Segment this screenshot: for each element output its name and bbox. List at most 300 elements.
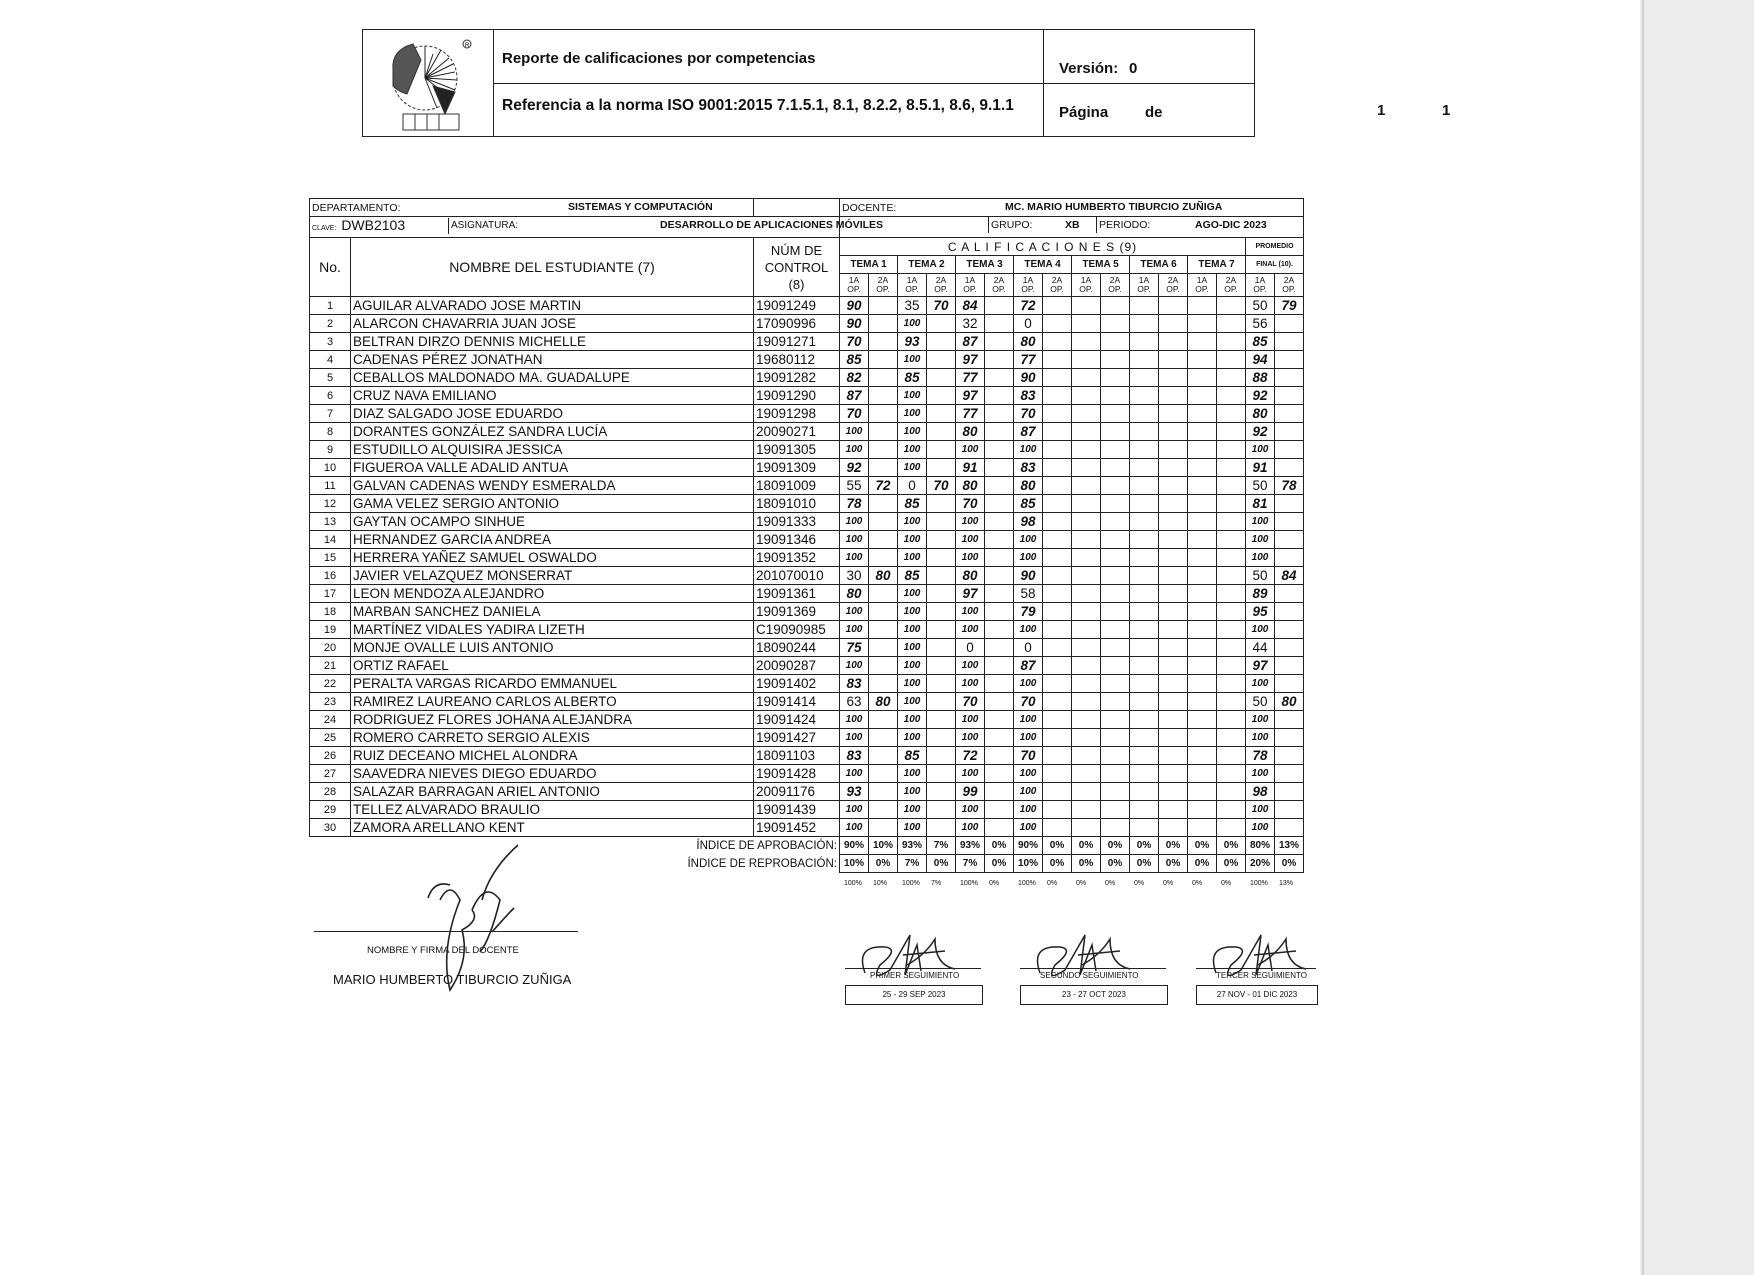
grade-cell (1101, 441, 1130, 459)
grade-cell (1130, 387, 1159, 405)
subject-value: DESARROLLO DE APLICACIONES MÓVILES (660, 219, 884, 231)
grade-cell (1217, 675, 1246, 693)
op-header (1217, 274, 1246, 297)
grade-cell (1159, 405, 1188, 423)
grade-cell (1072, 495, 1101, 513)
grade-cell: 100 (956, 603, 985, 621)
grade-cell (869, 549, 898, 567)
grade-cell: 92 (840, 459, 869, 477)
grade-cell (1072, 315, 1101, 333)
grade-cell: 70 (840, 405, 869, 423)
student-row (310, 801, 1304, 819)
col-control-header-1: NÚM DE (770, 242, 823, 258)
grade-cell (985, 819, 1014, 837)
followup-label: PRIMER SEGUIMIENTO (870, 971, 960, 980)
grade-cell (1101, 783, 1130, 801)
op-number: 2A (1051, 275, 1063, 285)
grade-cell: 100 (1014, 819, 1043, 837)
grade-cell (869, 531, 898, 549)
approval-index-value: 0% (1072, 837, 1101, 855)
student-name: ALARCON CHAVARRIA JUAN JOSE (351, 315, 754, 333)
op-label: OP. (905, 284, 919, 294)
grade-cell (1043, 729, 1072, 747)
grade-cell (1130, 675, 1159, 693)
student-name: HERNANDEZ GARCIA ANDREA (351, 531, 754, 549)
department-value: SISTEMAS Y COMPUTACIÓN (568, 201, 713, 213)
grade-cell (1159, 549, 1188, 567)
grade-cell (869, 585, 898, 603)
control-number: 19091414 (754, 693, 840, 711)
grade-cell: 100 (898, 351, 927, 369)
grade-cell: 70 (956, 495, 985, 513)
grade-cell: 30 (840, 567, 869, 585)
grade-cell: 88 (1246, 369, 1275, 387)
student-row (310, 693, 1304, 711)
grade-cell (927, 801, 956, 819)
student-row (310, 765, 1304, 783)
op-header (1043, 274, 1072, 297)
grade-cell: 44 (1246, 639, 1275, 657)
grade-cell: 93 (840, 783, 869, 801)
grade-cell (1043, 549, 1072, 567)
followup-signature (1206, 925, 1326, 995)
student-name: ORTIZ RAFAEL (351, 657, 754, 675)
op-number: 1A (906, 275, 918, 285)
student-name: MARBAN SANCHEZ DANIELA (351, 603, 754, 621)
row-number: 12 (310, 495, 351, 513)
grade-cell (927, 675, 956, 693)
grade-cell (1043, 693, 1072, 711)
approval-index-value: 90% (840, 837, 869, 855)
grade-cell: 100 (840, 801, 869, 819)
grade-cell (1130, 801, 1159, 819)
failure-index-value: 0% (1159, 855, 1188, 873)
approval-index-value: 7% (927, 837, 956, 855)
grade-cell: 80 (840, 585, 869, 603)
grade-cell (1101, 423, 1130, 441)
student-name: SALAZAR BARRAGAN ARIEL ANTONIO (351, 783, 754, 801)
report-header (362, 29, 1255, 137)
grade-cell (1188, 747, 1217, 765)
control-number: 19091271 (754, 333, 840, 351)
grade-cell (869, 369, 898, 387)
grade-cell: 90 (840, 297, 869, 315)
student-name: ROMERO CARRETO SERGIO ALEXIS (351, 729, 754, 747)
op-label: OP. (1282, 284, 1296, 294)
grade-cell (927, 783, 956, 801)
grade-cell (1072, 729, 1101, 747)
grade-cell (985, 621, 1014, 639)
op-label: OP. (934, 284, 948, 294)
grade-cell: 100 (840, 657, 869, 675)
grade-cell: 100 (840, 729, 869, 747)
grade-cell (1130, 765, 1159, 783)
grade-cell (985, 315, 1014, 333)
version-label: Versión: (1059, 60, 1119, 77)
op-header (1014, 274, 1043, 297)
grade-cell (927, 693, 956, 711)
op-header (1246, 274, 1275, 297)
grade-cell (869, 801, 898, 819)
row-number: 17 (310, 585, 351, 603)
grade-cell: 85 (1246, 333, 1275, 351)
student-name: PERALTA VARGAS RICARDO EMMANUEL (351, 675, 754, 693)
grade-cell: 100 (898, 405, 927, 423)
grade-cell (869, 297, 898, 315)
grade-cell: 100 (898, 639, 927, 657)
grade-cell (1130, 297, 1159, 315)
grade-cell (927, 513, 956, 531)
grade-cell: 100 (1014, 729, 1043, 747)
grade-cell (1188, 819, 1217, 837)
grade-cell (1101, 801, 1130, 819)
grade-cell (985, 297, 1014, 315)
grade-cell (1130, 333, 1159, 351)
grade-cell: 100 (840, 441, 869, 459)
grade-cell: 80 (1275, 693, 1304, 711)
grade-cell (927, 351, 956, 369)
op-header (1188, 274, 1217, 297)
grade-cell: 100 (898, 711, 927, 729)
student-row (310, 711, 1304, 729)
grade-cell (1101, 477, 1130, 495)
control-number: 19091402 (754, 675, 840, 693)
grade-cell (1217, 729, 1246, 747)
grade-cell (1072, 387, 1101, 405)
page-current: 1 (1377, 102, 1386, 119)
failure-index-value: 0% (1072, 855, 1101, 873)
grade-cell (985, 747, 1014, 765)
grade-cell (1130, 441, 1159, 459)
total-percent: 0% (1134, 880, 1145, 887)
grade-cell (1072, 765, 1101, 783)
grade-cell (1043, 387, 1072, 405)
info-row-1 (310, 199, 1304, 217)
student-row (310, 297, 1304, 315)
grade-cell (1101, 405, 1130, 423)
grade-cell (1072, 621, 1101, 639)
grade-cell: 80 (1014, 333, 1043, 351)
grade-cell (1043, 747, 1072, 765)
grade-cell: 0 (1014, 315, 1043, 333)
teacher-label: DOCENTE: (842, 201, 897, 214)
control-number: 19091305 (754, 441, 840, 459)
grade-cell (1043, 639, 1072, 657)
failure-index-value: 20% (1246, 855, 1275, 873)
control-number: 18090244 (754, 639, 840, 657)
grade-cell (1043, 657, 1072, 675)
approval-index-value: 80% (1246, 837, 1275, 855)
grade-cell (1188, 531, 1217, 549)
grade-cell: 50 (1246, 477, 1275, 495)
grade-cell: 92 (1246, 387, 1275, 405)
grade-cell (1188, 801, 1217, 819)
approval-index-value: 0% (1043, 837, 1072, 855)
grade-cell (1275, 585, 1304, 603)
student-row (310, 819, 1304, 837)
grade-cell: 100 (898, 657, 927, 675)
grade-cell: 97 (1246, 657, 1275, 675)
grade-cell: 100 (840, 819, 869, 837)
student-name: SAAVEDRA NIEVES DIEGO EDUARDO (351, 765, 754, 783)
grade-cell: 32 (956, 315, 985, 333)
grade-cell: 78 (1246, 747, 1275, 765)
final-header-1: PROMEDIO (1246, 238, 1304, 256)
total-percent: 100% (1018, 880, 1036, 887)
student-name: GAMA VELEZ SERGIO ANTONIO (351, 495, 754, 513)
grade-cell (1275, 513, 1304, 531)
student-row (310, 351, 1304, 369)
grade-cell (1043, 459, 1072, 477)
grade-cell: 90 (840, 315, 869, 333)
grade-cell (1188, 441, 1217, 459)
grade-cell (1101, 819, 1130, 837)
grade-cell (1072, 639, 1101, 657)
grade-cell: 72 (956, 747, 985, 765)
grade-cell: 58 (1014, 585, 1043, 603)
grade-cell (985, 765, 1014, 783)
grade-cell: 100 (956, 765, 985, 783)
grade-cell: 78 (1275, 477, 1304, 495)
row-number: 6 (310, 387, 351, 405)
failure-index-value: 10% (1014, 855, 1043, 873)
grade-cell (1217, 333, 1246, 351)
grade-cell (1188, 549, 1217, 567)
grade-cell: 100 (898, 801, 927, 819)
grade-cell (1188, 387, 1217, 405)
op-number: 1A (1080, 275, 1092, 285)
grade-cell (1275, 675, 1304, 693)
grade-cell (1130, 405, 1159, 423)
grade-cell: 100 (1014, 531, 1043, 549)
op-number: 1A (1022, 275, 1034, 285)
op-header (985, 274, 1014, 297)
scan-edge-line (1642, 0, 1644, 1275)
grade-cell: 100 (956, 819, 985, 837)
grade-cell: 70 (927, 297, 956, 315)
grade-cell (1159, 801, 1188, 819)
grade-cell (1188, 783, 1217, 801)
period-label: PERIODO: (1096, 217, 1150, 233)
grade-cell (927, 315, 956, 333)
grade-cell: 85 (1014, 495, 1043, 513)
grade-cell (1217, 477, 1246, 495)
grade-cell: 100 (898, 765, 927, 783)
control-number: 18091009 (754, 477, 840, 495)
row-number: 23 (310, 693, 351, 711)
total-percent: 100% (844, 880, 862, 887)
grade-cell (1275, 621, 1304, 639)
grade-cell (1275, 711, 1304, 729)
grade-cell (869, 657, 898, 675)
grade-cell: 85 (898, 495, 927, 513)
grade-cell (1043, 369, 1072, 387)
op-label: OP. (992, 284, 1006, 294)
student-name: LEON MENDOZA ALEJANDRO (351, 585, 754, 603)
topic-header-6: TEMA 6 (1130, 256, 1188, 274)
grade-cell (985, 333, 1014, 351)
grade-cell (1217, 459, 1246, 477)
op-number: 1A (1138, 275, 1150, 285)
grade-cell (1188, 369, 1217, 387)
grade-cell (927, 621, 956, 639)
grade-cell: 100 (1246, 819, 1275, 837)
op-number: 2A (1225, 275, 1237, 285)
grade-cell (985, 657, 1014, 675)
grade-cell (985, 567, 1014, 585)
failure-index-value: 7% (956, 855, 985, 873)
row-number: 20 (310, 639, 351, 657)
grade-cell: 85 (898, 567, 927, 585)
grade-cell (1101, 765, 1130, 783)
grade-cell (1275, 441, 1304, 459)
op-header (869, 274, 898, 297)
grade-cell (1159, 495, 1188, 513)
op-number: 2A (1167, 275, 1179, 285)
student-name: JAVIER VELAZQUEZ MONSERRAT (351, 567, 754, 585)
grade-cell: 80 (1014, 477, 1043, 495)
grade-cell (985, 495, 1014, 513)
grade-cell: 100 (898, 387, 927, 405)
grade-cell (1043, 441, 1072, 459)
approval-index-value: 0% (1188, 837, 1217, 855)
op-header (1275, 274, 1304, 297)
grade-cell: 100 (1246, 549, 1275, 567)
grade-cell: 70 (1014, 747, 1043, 765)
subject-label: ASIGNATURA: (448, 218, 518, 234)
grade-cell (1188, 765, 1217, 783)
student-row (310, 387, 1304, 405)
grade-cell: 91 (1246, 459, 1275, 477)
grade-cell (1275, 495, 1304, 513)
grade-cell: 87 (1014, 423, 1043, 441)
grade-cell: 82 (840, 369, 869, 387)
op-number: 2A (935, 275, 947, 285)
student-name: DIAZ SALGADO JOSE EDUARDO (351, 405, 754, 423)
followup-dates-box: 27 NOV - 01 DIC 2023 (1196, 985, 1318, 1005)
version-value: 0 (1129, 60, 1138, 77)
grade-cell (1275, 369, 1304, 387)
student-name: RUIZ DECEANO MICHEL ALONDRA (351, 747, 754, 765)
grade-cell (1188, 567, 1217, 585)
failure-index-label: ÍNDICE DE REPROBACIÓN: (687, 857, 837, 870)
teacher-name: MARIO HUMBERTO TIBURCIO ZUÑIGA (333, 972, 572, 987)
grade-cell (1101, 549, 1130, 567)
control-number: 19091424 (754, 711, 840, 729)
grade-cell (869, 639, 898, 657)
grade-cell: 100 (1246, 531, 1275, 549)
grade-cell (1043, 675, 1072, 693)
approval-index-value: 0% (1130, 837, 1159, 855)
report-title: Reporte de calificaciones por competencias (502, 50, 816, 67)
grade-cell (1072, 333, 1101, 351)
grade-cell (1217, 657, 1246, 675)
grade-cell (1101, 387, 1130, 405)
grade-cell: 92 (1246, 423, 1275, 441)
grades-header: C A L I F I C A C I O N E S (9) (840, 238, 1246, 256)
student-row (310, 639, 1304, 657)
grade-cell (1101, 297, 1130, 315)
row-number: 24 (310, 711, 351, 729)
total-percent: 0% (1221, 880, 1232, 887)
topic-header-4: TEMA 4 (1014, 256, 1072, 274)
op-label: OP. (1166, 284, 1180, 294)
op-label: OP. (1021, 284, 1035, 294)
op-number: 2A (1109, 275, 1121, 285)
grade-cell (1188, 603, 1217, 621)
grade-cell: 100 (1246, 765, 1275, 783)
grade-cell: 80 (956, 477, 985, 495)
failure-index-value: 0% (1130, 855, 1159, 873)
failure-index-value: 0% (1275, 855, 1304, 873)
grade-cell (1217, 693, 1246, 711)
grade-cell: 100 (956, 657, 985, 675)
grade-cell (1159, 315, 1188, 333)
op-header (956, 274, 985, 297)
row-number: 10 (310, 459, 351, 477)
control-number: 20091176 (754, 783, 840, 801)
grade-cell: 100 (1014, 441, 1043, 459)
grade-cell: 100 (840, 603, 869, 621)
clave-label: CLAVE: (312, 225, 337, 232)
grade-cell (1188, 477, 1217, 495)
grade-cell (869, 513, 898, 531)
row-number: 3 (310, 333, 351, 351)
teacher-signature-label: NOMBRE Y FIRMA DEL DOCENTE (367, 945, 519, 956)
grade-cell (1217, 621, 1246, 639)
row-number: 25 (310, 729, 351, 747)
grade-cell (927, 387, 956, 405)
grade-cell (985, 729, 1014, 747)
total-percent: 0% (1076, 880, 1087, 887)
grade-cell: 97 (956, 585, 985, 603)
grade-cell (1101, 333, 1130, 351)
grade-cell: 77 (956, 405, 985, 423)
grade-cell: 70 (1014, 405, 1043, 423)
grade-cell (1072, 549, 1101, 567)
control-number: 19091427 (754, 729, 840, 747)
total-percent: 100% (1250, 880, 1268, 887)
grade-cell (1188, 657, 1217, 675)
student-row (310, 315, 1304, 333)
grade-cell (1217, 747, 1246, 765)
op-number: 1A (964, 275, 976, 285)
grade-cell (1275, 315, 1304, 333)
followup-signature (855, 925, 975, 995)
op-label: OP. (876, 284, 890, 294)
op-number: 1A (1254, 275, 1266, 285)
control-number: 19091352 (754, 549, 840, 567)
grade-cell: 83 (1014, 387, 1043, 405)
grade-cell: 100 (956, 531, 985, 549)
student-row (310, 369, 1304, 387)
grade-cell (1072, 297, 1101, 315)
grade-cell (1188, 315, 1217, 333)
op-number: 2A (877, 275, 889, 285)
grade-cell (1217, 441, 1246, 459)
grade-cell (1130, 495, 1159, 513)
grade-cell (1275, 747, 1304, 765)
grade-cell: 70 (1014, 693, 1043, 711)
grade-cell (869, 621, 898, 639)
grade-cell: 100 (1246, 801, 1275, 819)
grade-cell (1130, 693, 1159, 711)
grade-cell (869, 459, 898, 477)
grade-cell (985, 585, 1014, 603)
grade-cell (1275, 423, 1304, 441)
grade-cell (985, 459, 1014, 477)
op-label: OP. (1195, 284, 1209, 294)
